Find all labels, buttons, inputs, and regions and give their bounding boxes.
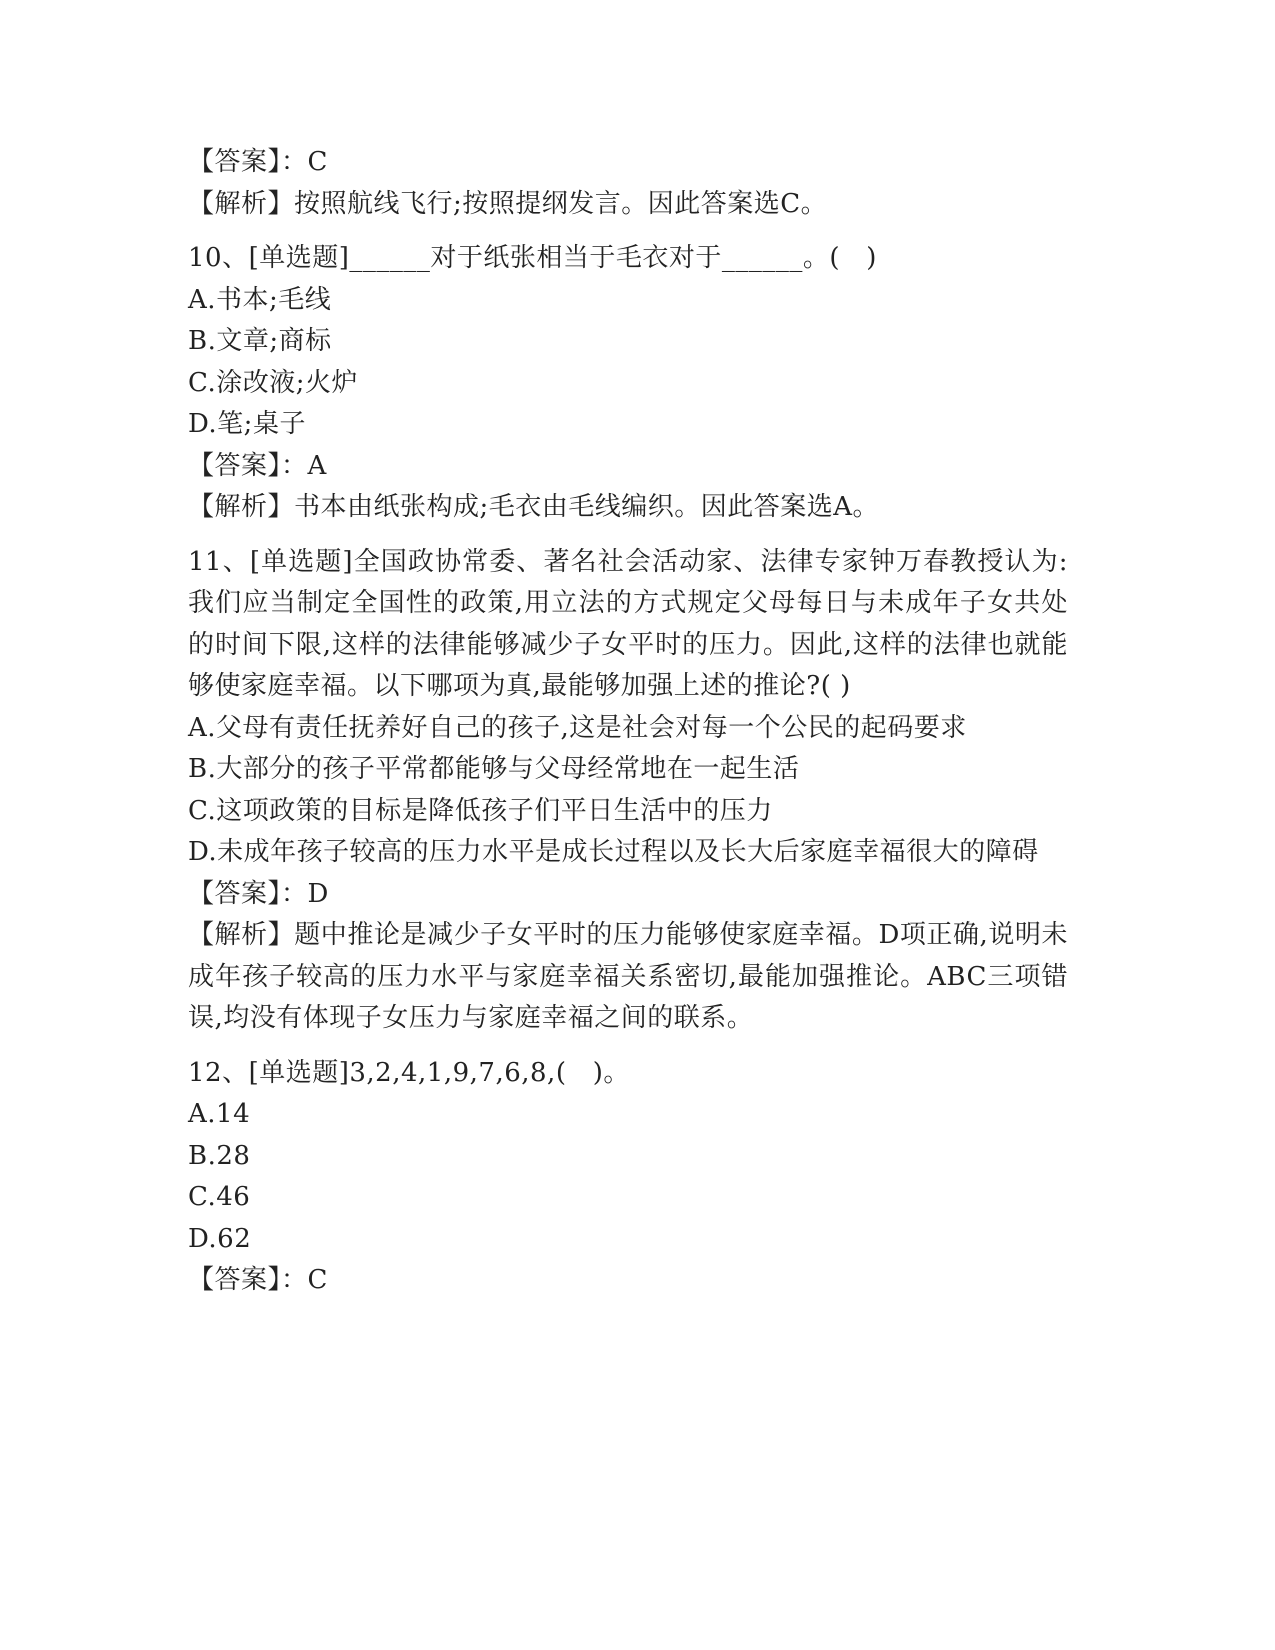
q10-answer: 【答案】：A — [188, 450, 327, 481]
q10-question: 10、[单选题]______对于纸张相当于毛衣对于______。( ) — [188, 243, 877, 273]
q11-answer: 【答案】：D — [188, 878, 329, 909]
prev-analysis: 【解析】按照航线飞行;按照提纲发言。因此答案选C。 — [188, 188, 828, 219]
prev-answer: 【答案】：C — [188, 147, 328, 177]
q10-option-d: D.笔;桌子 — [188, 409, 306, 439]
q12-option-a: A.14 — [188, 1099, 251, 1129]
q10-option-c: C.涂改液;火炉 — [188, 367, 358, 398]
q12-option-b: B.28 — [188, 1140, 251, 1171]
q11-question: 11、[单选题]全国政协常委、著名社会活动家、法律专家钟万春教授认为:我们应当制定全国性的政策,用立法的方式规定父母每日与未成年子女共处的时间下限,这样的法律能够减少子女平时的压力。因此,这样的法律也就能够使家庭幸福。以下哪项为真,最能够加强上述的推论?( ) — [188, 546, 1068, 701]
q11-option-c: C.这项政策的目标是降低孩子们平日生活中的压力 — [188, 795, 773, 826]
q11-option-b: B.大部分的孩子平常都能够与父母经常地在一起生活 — [188, 754, 800, 784]
document-page — [188, 142, 1068, 1302]
q12-option-d: D.62 — [188, 1223, 252, 1254]
q12-question: 12、[单选题]3,2,4,1,9,7,6,8,( )。 — [188, 1057, 630, 1088]
q11-option-d: D.未成年孩子较高的压力水平是成长过程以及长大后家庭幸福很大的障碍 — [188, 837, 1039, 867]
q10-option-a: A.书本;毛线 — [188, 284, 332, 315]
q12-answer: 【答案】：C — [188, 1265, 328, 1295]
q10-analysis: 【解析】书本由纸张构成;毛衣由毛线编织。因此答案选A。 — [188, 492, 880, 522]
q11-analysis: 【解析】题中推论是减少子女平时的压力能够使家庭幸福。D项正确,说明未成年孩子较高的压力水平与家庭幸福关系密切,最能加强推论。ABC三项错误,均没有体现子女压力与家庭幸福之间的联系。 — [188, 920, 1068, 1033]
q10-option-b: B.文章;商标 — [188, 326, 332, 356]
q12-option-c: C.46 — [188, 1182, 251, 1212]
q11-option-a: A.父母有责任抚养好自己的孩子,这是社会对每一个公民的起码要求 — [188, 712, 967, 743]
